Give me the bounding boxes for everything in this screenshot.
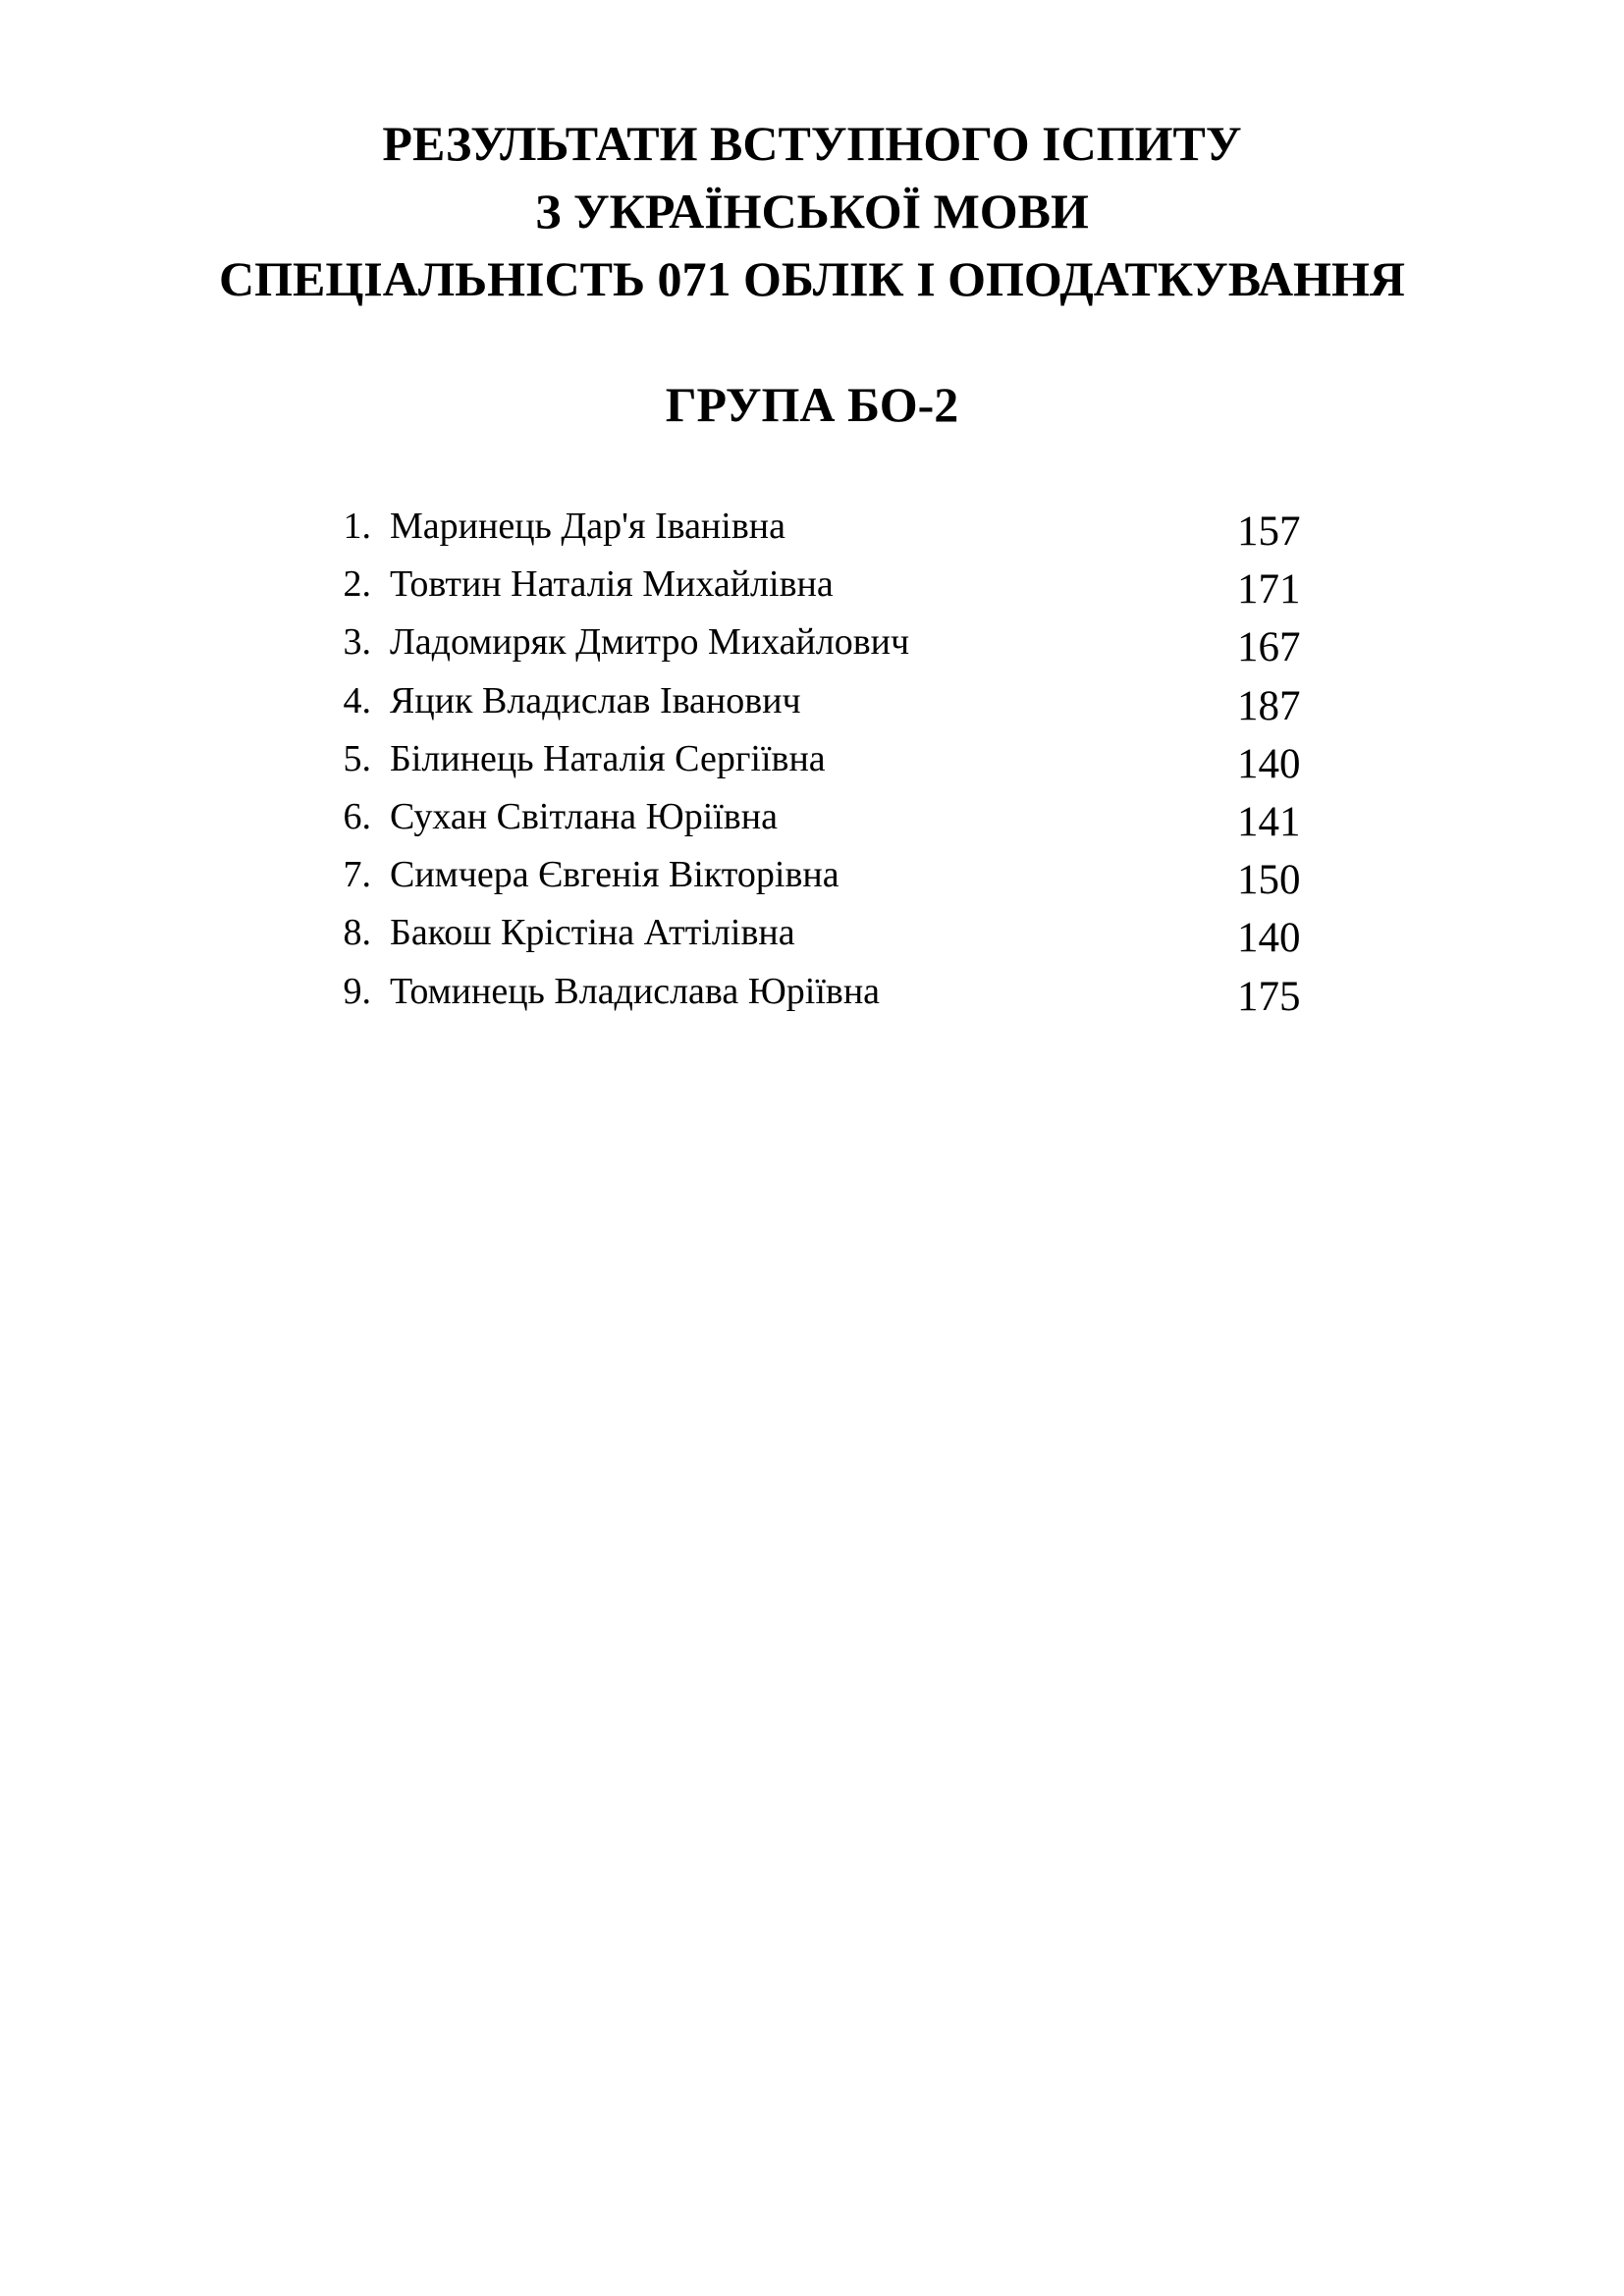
row-number: 8. [343,912,371,954]
result-row [324,561,1306,618]
row-number: 5. [343,737,371,779]
student-name: Білинець Наталія Сергіївна [390,737,826,779]
title-line-2: З УКРАЇНСЬКОЇ МОВИ [535,184,1089,239]
exam-score: 171 [1237,566,1301,614]
exam-score: 157 [1237,508,1301,555]
exam-score: 167 [1237,624,1301,671]
results-list [324,503,1306,1026]
result-row [324,851,1306,909]
document-title [0,110,1624,313]
row-number: 9. [343,970,371,1012]
result-row [324,909,1306,967]
exam-score: 187 [1237,682,1301,729]
result-row [324,503,1306,561]
group-title: ГРУПА БО-2 [665,377,959,432]
row-number: 2. [343,563,371,606]
exam-score: 141 [1237,798,1301,845]
exam-score: 175 [1237,973,1301,1020]
student-name: Томинець Владислава Юріївна [390,970,881,1012]
student-name: Яцик Владислав Іванович [390,679,801,721]
row-number: 3. [343,621,371,664]
student-name: Товтин Наталія Михайлівна [390,563,834,606]
student-name: Симчера Євгенія Вікторівна [390,854,839,896]
result-row [324,677,1306,735]
student-name: Сухан Світлана Юріївна [390,795,778,837]
exam-score: 140 [1237,740,1301,787]
student-name: Маринець Дар'я Іванівна [390,506,785,547]
row-number: 1. [343,506,371,547]
row-number: 4. [343,679,371,721]
student-name: Ладомиряк Дмитро Михайлович [390,621,910,664]
student-name: Бакош Крістіна Аттілівна [390,912,795,954]
exam-score: 140 [1237,915,1301,962]
title-line-1: РЕЗУЛЬТАТИ ВСТУПНОГО ІСПИТУ [382,116,1242,171]
result-row [324,735,1306,793]
result-row [324,618,1306,676]
title-line-3: СПЕЦІАЛЬНІСТЬ 071 ОБЛІК І ОПОДАТКУВАННЯ [219,251,1405,306]
result-row [324,968,1306,1026]
result-row [324,793,1306,851]
row-number: 7. [343,854,371,896]
row-number: 6. [343,795,371,837]
exam-score: 150 [1237,857,1301,904]
